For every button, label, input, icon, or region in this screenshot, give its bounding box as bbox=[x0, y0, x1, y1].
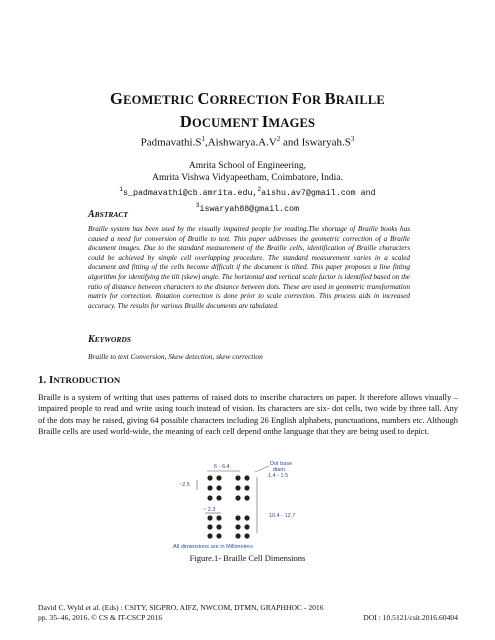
introduction-text: Braille is a system of writing that uses patterns of raised dots to inscribe characters on paper. It therefore allows visually –impaired people to read and write using touch instead of vision. Its characters are six- dot cells, two wide by three tall. Any of the dots may be raised, giving 64 possible characters including 26 English alphabets, punctuations, numbers etc. Although Braille cells are used world-wide, the meaning of each cell depend onthe language that they are being used to depict. bbox=[38, 393, 458, 437]
label-dot-base: Dot base bbox=[270, 461, 293, 467]
title-char: B bbox=[324, 89, 336, 108]
email-address: iswaryah88@gmail.com bbox=[199, 204, 300, 214]
braille-dot bbox=[207, 524, 212, 529]
braille-dot bbox=[235, 495, 240, 500]
footer-pages: pp. 35–46, 2016. © CS & IT-CSCP 2016 bbox=[38, 613, 163, 622]
affiliation-line: Amrita Vishwa Vidyapeetham, Coimbatore, India. bbox=[152, 173, 343, 183]
email-superscript: 2 bbox=[257, 186, 262, 193]
affiliation-line: Amrita School of Engineering, bbox=[188, 161, 307, 171]
label-top: 6 - 6.4 bbox=[214, 464, 230, 470]
introduction-heading bbox=[38, 374, 120, 386]
label-right: 10.4 - 12.7 bbox=[269, 513, 296, 519]
footer-row bbox=[38, 613, 458, 623]
title-smallcaps: ORRECTION bbox=[209, 93, 292, 107]
affiliation-block bbox=[40, 160, 455, 216]
abstract-text: Braille system has been used by the visually impaired people for reading.The shortage of Braille books has caused a need for conversion of Braille to text. This paper addresses the geometric correction of a Braille document images. Due to the standard measurement of the Braille cells, identification of Braille characters could be achieved by simple cell overlapping procedure. The standard measurement varies in a scaled document and fitting of the cells become difficult if the document is tilted. This paper proposes a line fitting algorithm for identifying the tilt (skew) angle. The horizontal and vertical scale factor is identified based on the ratio of distance between characters to the distance between dots. These are used in geometric transformation matrix for correction. Rotation correction is done prior to scale correction. This process aids in increased accuracy. The results for various Braille documents are tabulated. bbox=[88, 225, 410, 310]
title-smallcaps: RAILLE bbox=[335, 93, 385, 107]
braille-dot bbox=[216, 524, 221, 529]
braille-dot bbox=[207, 533, 212, 538]
author-name: ,Aishwarya.A.V bbox=[204, 136, 277, 149]
email-address: aishu.av7@gmail.com and bbox=[261, 188, 376, 198]
heading-char: 1. I bbox=[38, 374, 54, 386]
heading-char: A bbox=[88, 209, 95, 220]
pointer-line bbox=[255, 466, 269, 472]
page-footer bbox=[38, 603, 458, 623]
keywords-heading bbox=[88, 334, 131, 345]
title-char: G bbox=[110, 89, 124, 108]
author-name: Padmavathi.S bbox=[140, 136, 202, 149]
title-char: I bbox=[261, 112, 269, 131]
email-address: s_padmavathi@cb.amrita.edu, bbox=[123, 188, 258, 198]
braille-dot bbox=[244, 495, 249, 500]
title-char: F bbox=[291, 89, 303, 108]
heading-smallcaps: EYWORDS bbox=[94, 335, 131, 344]
keywords-text: Braille to text Conversion, Skew detection, skew correction bbox=[88, 352, 263, 361]
braille-dot bbox=[216, 485, 221, 490]
braille-dot bbox=[207, 515, 212, 520]
email-line bbox=[40, 184, 455, 200]
braille-dot bbox=[207, 475, 212, 480]
braille-dot bbox=[235, 515, 240, 520]
title-smallcaps: OR bbox=[302, 93, 325, 107]
footer-citation: David C. Wyld et al. (Eds) : CSITY, SIGPRO, AIFZ, NWCOM, DTMN, GRAPHHOC - 2016 bbox=[38, 603, 324, 612]
label-note: All dimensions are in Millimeters bbox=[173, 544, 253, 550]
heading-smallcaps: NTRODUCTION bbox=[53, 375, 121, 385]
heading-smallcaps: BSTRACT bbox=[94, 210, 129, 219]
braille-dot bbox=[244, 515, 249, 520]
label-dot-base: diam. bbox=[273, 467, 287, 473]
figure-caption: Figure.1- Braille Cell Dimensions bbox=[189, 553, 306, 563]
title-char: D bbox=[179, 112, 192, 131]
braille-dot bbox=[235, 524, 240, 529]
braille-dot bbox=[244, 475, 249, 480]
title-smallcaps: OCUMENT bbox=[191, 116, 262, 130]
email-superscript: 3 bbox=[195, 201, 200, 209]
title-line-1 bbox=[40, 88, 455, 111]
label-dot-base: 1.4 - 1.5 bbox=[268, 473, 289, 479]
braille-dot bbox=[207, 495, 212, 500]
braille-dot bbox=[235, 475, 240, 480]
braille-cell-diagram bbox=[165, 458, 330, 550]
braille-dot bbox=[216, 515, 221, 520]
label-bottom: ~ 2.3 bbox=[203, 507, 216, 513]
braille-dot bbox=[235, 485, 240, 490]
braille-dot bbox=[216, 495, 221, 500]
braille-dot bbox=[235, 533, 240, 538]
author-list bbox=[40, 135, 455, 149]
braille-dot bbox=[216, 533, 221, 538]
braille-dot bbox=[244, 485, 249, 490]
braille-dot bbox=[244, 533, 249, 538]
abstract-heading bbox=[88, 209, 128, 220]
braille-dot bbox=[244, 524, 249, 529]
author-superscript: 1 bbox=[201, 135, 205, 143]
footer-doi: DOI : 10.5121/csit.2016.60404 bbox=[363, 613, 458, 622]
paper-title bbox=[40, 88, 455, 134]
title-smallcaps: EOMETRIC bbox=[123, 93, 198, 107]
author-superscript: 2 bbox=[276, 135, 281, 143]
title-line-2 bbox=[40, 111, 455, 134]
braille-cell-figure bbox=[165, 458, 330, 550]
email-superscript: 1 bbox=[119, 186, 124, 193]
braille-dot bbox=[216, 475, 221, 480]
heading-char: K bbox=[88, 334, 95, 345]
author-superscript: 3 bbox=[350, 135, 355, 143]
author-name: and Iswaryah.S bbox=[280, 136, 351, 149]
title-smallcaps: MAGES bbox=[268, 116, 316, 130]
title-char: C bbox=[197, 89, 210, 108]
label-left: ~2.5 bbox=[179, 482, 190, 488]
braille-dot bbox=[207, 485, 212, 490]
